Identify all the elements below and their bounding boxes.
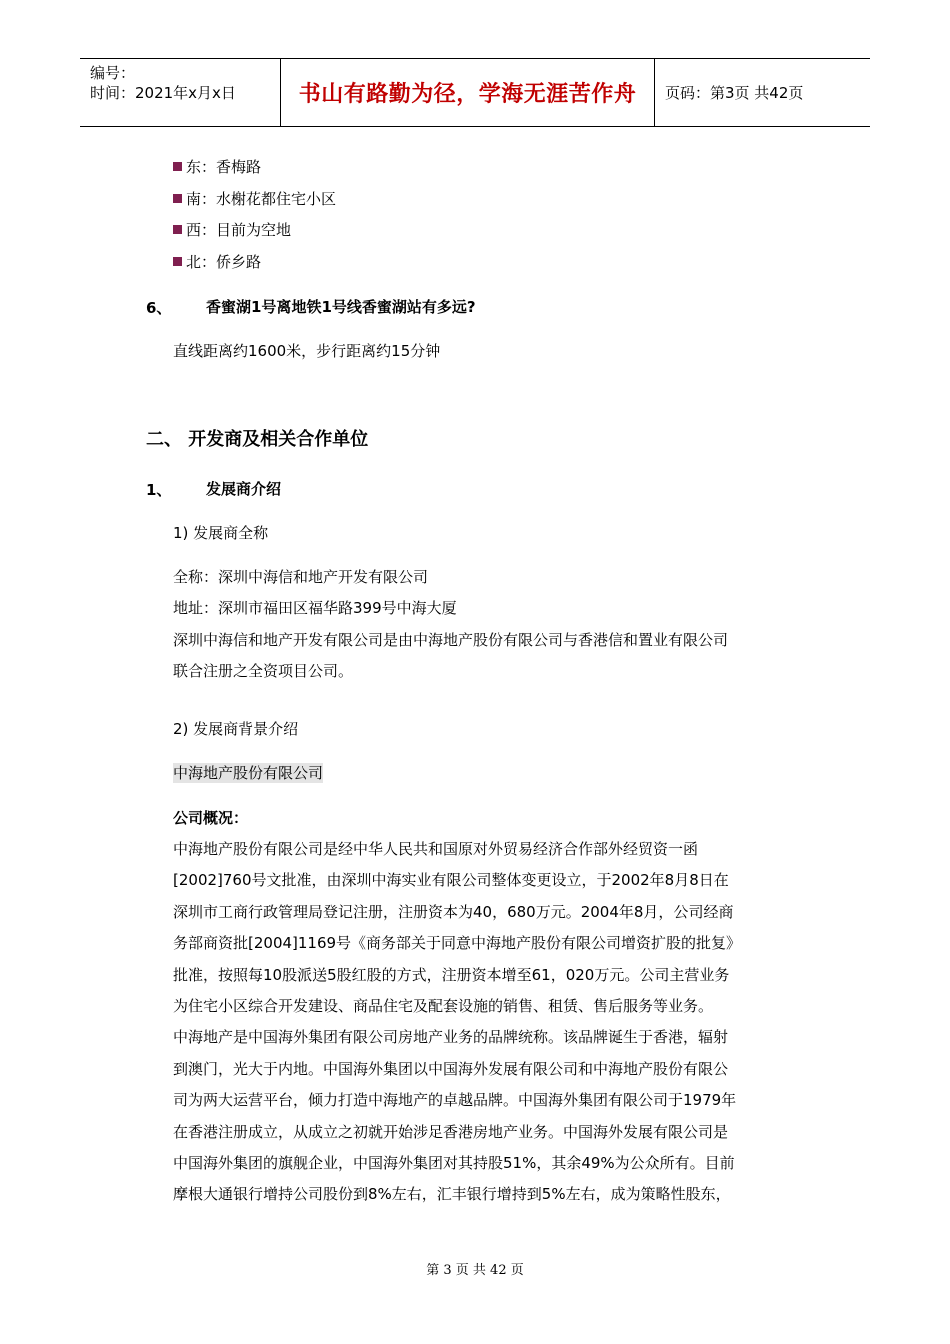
header-meta <box>80 59 281 126</box>
boundary-item-west: 西：目前为空地 <box>173 219 291 240</box>
square-bullet-icon <box>173 225 182 234</box>
question-title: 香蜜湖1号离地铁1号线香蜜湖站有多远? <box>206 298 476 316</box>
square-bullet-icon <box>173 162 182 171</box>
overview-paragraph: 中海地产股份有限公司是经中华人民共和国原对外贸易经济合作部外经贸资一函 [2002]760号文批准，由深圳中海实业有限公司整体变更设立，于2002年8月8日在 深圳市工商行政管理局登记注册，注册资本为40，680万元。2004年8月，公司经商 务部商资批[2004]1169号《商务部关于同意中海地产股份有限公司增资扩股的批复》 批准，按照每10股派送5股红股的方式，注册资本增至61，020万元。公司主营业务 为住宅小区综合开发建设、商品住宅及配套设施的销售、租赁、售后服务等业务。 中海地产是中国海外集团有限公司房地产业务的品牌统称。该品牌诞生于香港，辐射 到澳门，光大于内地。中国海外集团以中国海外发展有限公司和中海地产股份有限公 司为两大运营平台，倾力打造中海地产的卓越品牌。中国海外集团有限公司于1979年 在香港注册成立，从成立之初就开始涉足香港房地产业务。中国海外发展有限公司是 中国海外集团的旗舰企业，中国海外集团对其持股51%，其余49%为公众所有。目前 摩根大通银行增持公司股份到8%左右，汇丰银行增持到5%左右，成为策略性股东， <box>173 840 742 1204</box>
document-number-label: 编号： <box>90 64 136 82</box>
item-label-fullname: 1) 发展商全称 <box>173 524 269 542</box>
section-heading: 二、 开发商及相关合作单位 <box>146 429 369 450</box>
square-bullet-icon <box>173 194 182 203</box>
page-header <box>80 58 870 127</box>
developer-fullname: 全称：深圳中海信和地产开发有限公司 <box>173 568 429 586</box>
question-number: 6、 <box>146 299 172 317</box>
developer-address: 地址：深圳市福田区福华路399号中海大厦 <box>173 599 457 617</box>
square-bullet-icon <box>173 257 182 266</box>
question-answer: 直线距离约1600米，步行距离约15分钟 <box>173 342 441 360</box>
page-footer: 第 3 页 共 42 页 <box>426 1263 524 1278</box>
boundary-item-east: 东：香梅路 <box>173 156 261 177</box>
item-label-background: 2) 发展商背景介绍 <box>173 720 299 738</box>
header-motto: 书山有路勤为径，学海无涯苦作舟 <box>281 59 655 126</box>
boundary-item-north: 北：侨乡路 <box>173 251 261 272</box>
subsection-title: 发展商介绍 <box>206 480 282 498</box>
company-name-highlight: 中海地产股份有限公司 <box>173 764 324 782</box>
developer-description: 深圳中海信和地产开发有限公司是由中海地产股份有限公司与香港信和置业有限公司 联合注册之全资项目公司。 <box>173 631 729 681</box>
boundary-item-south: 南：水榭花都住宅小区 <box>173 188 336 209</box>
header-page-info: 页码：第3页 共42页 <box>665 84 804 102</box>
subsection-number: 1、 <box>146 481 172 499</box>
overview-title: 公司概况： <box>173 809 249 827</box>
document-date: 时间：2021年x月x日 <box>90 84 236 102</box>
